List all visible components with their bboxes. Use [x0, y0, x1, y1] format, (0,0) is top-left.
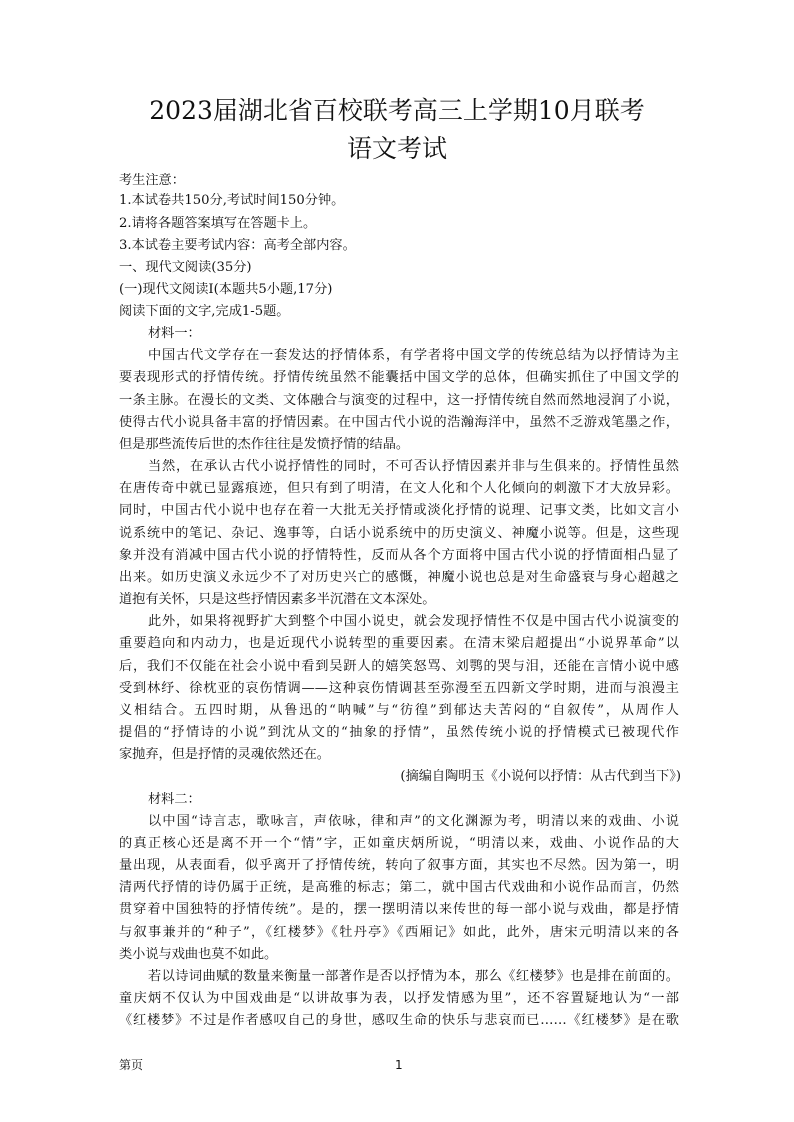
- paragraph-line: 童庆炳不仅认为中国戏曲是“以讲故事为表，以抒发情感为里”，还不容置疑地认为“一部: [119, 991, 679, 1006]
- paragraph-line: 受到林纾、徐枕亚的哀伤情调——这种哀伤情调甚至弥漫至五四新文学时期，进而与浪漫主: [119, 681, 679, 696]
- paragraph-line: 当然，在承认古代小说抒情性的同时，不可否认抒情因素并非与生俱来的。抒情性虽然: [148, 459, 679, 474]
- source-citation: (摘编自陶明玉《小说何以抒情：从古代到当下》): [400, 769, 681, 784]
- paragraph-line: 在唐传奇中就已显露痕迹，但只有到了明清，在文人化和个人化倾向的刺激下才大放异彩。: [119, 481, 679, 496]
- note-line: 3.本试卷主要考试内容：高考全部内容。: [119, 238, 356, 253]
- paragraph-line: 一条主脉。在漫长的文类、文体融合与演变的过程中，这一抒情传统自然而然地浸润了小说，: [119, 393, 679, 408]
- paragraph-line: 说系统中的笔记、杂记、逸事等，白话小说系统中的历史演义、神魔小说等。但是，这些现: [119, 526, 679, 541]
- paragraph-line: 量出现，从表面看，似乎离开了抒情传统，转向了叙事方面，其实也不尽然。因为第一，明: [119, 858, 679, 873]
- paragraph-line: 类小说与戏曲也莫不如此。: [119, 947, 278, 962]
- paragraph-line: 义相结合。五四时期，从鲁迅的“呐喊”与“彷徨”到郁达夫苦闷的“自叙传”，从周作人: [119, 703, 679, 718]
- paragraph-line: 与叙事兼并的“种子”，《红楼梦》《牡丹亭》《西厢记》如此，此外，唐宋元明清以来的各: [119, 925, 679, 940]
- instruction-text: 阅读下面的文字,完成1-5题。: [119, 304, 290, 319]
- paragraph-line: 清两代抒情的诗仍属于正统，是高雅的标志；第二，就中国古代戏曲和小说作品而言，仍然: [119, 880, 679, 895]
- paragraph-line: 重要趋向和内动力，也是近现代小说转型的重要因素。在清末梁启超提出“小说界革命”以: [119, 636, 679, 651]
- paragraph-line: 的真正核心还是离不开一个“情”字，正如童庆炳所说，“明清以来，戏曲、小说作品的大: [119, 836, 679, 851]
- paragraph-line: 出来。如历史演义永远少不了对历史兴亡的感慨，神魔小说也总是对生命盛衰与身心超越之: [119, 570, 679, 585]
- exam-title: 2023届湖北省百校联考高三上学期10月联考: [149, 96, 645, 125]
- subsection-heading: (一)现代文阅读Ⅰ(本题共5小题,17分): [119, 282, 333, 297]
- note-line: 1.本试卷共150分,考试时间150分钟。: [119, 193, 345, 208]
- material-label: 材料二：: [148, 792, 201, 807]
- material-label: 材料一：: [148, 326, 201, 341]
- paragraph-line: 若以诗词曲赋的数量来衡量一部著作是否以抒情为本，那么《红楼梦》也是排在前面的。: [148, 969, 679, 984]
- paragraph-line: 以中国“诗言志，歌咏言，声依咏，律和声”的文化渊源为考，明清以来的戏曲、小说: [148, 814, 679, 829]
- footer-page-label: 第页: [119, 1058, 144, 1072]
- exam-subtitle: 语文考试: [346, 134, 447, 163]
- paragraph-line: 同时，中国古代小说中也存在着一大批无关抒情或淡化抒情的说理、记事文类，比如文言小: [119, 503, 679, 518]
- paragraph-line: 家抛弃，但是抒情的灵魂依然还在。: [119, 747, 330, 762]
- paragraph-line: 提倡的“抒情诗的小说”到沈从文的“抽象的抒情”，虽然传统小说的抒情模式已被现代作: [119, 725, 679, 740]
- paragraph-line: 象并没有消减中国古代小说的抒情特性，反而从各个方面将中国古代小说的抒情面相凸显了: [119, 548, 679, 563]
- paragraph-line: 后，我们不仅能在社会小说中看到吴趼人的嬉笑怒骂、刘鹗的哭与泪，还能在言情小说中感: [119, 659, 679, 674]
- page-number: 1: [395, 1058, 403, 1072]
- paragraph-line: 贯穿着中国独特的抒情传统”。是的，摆一摆明清以来传世的每一部小说与戏曲，都是抒情: [119, 902, 679, 917]
- paragraph-line: 中国古代文学存在一套发达的抒情体系，有学者将中国文学的传统总结为以抒情诗为主: [148, 348, 679, 363]
- paragraph-line: 此外，如果将视野扩大到整个中国小说史，就会发现抒情性不仅是中国古代小说演变的: [148, 614, 679, 629]
- notes-heading: 考生注意：: [119, 173, 185, 188]
- note-line: 2.请将各题答案填写在答题卡上。: [119, 216, 317, 231]
- paragraph-line: 道抱有关怀，只是这些抒情因素多半沉潜在文本深处。: [119, 592, 436, 607]
- paragraph-line: 要表现形式的抒情传统。抒情传统虽然不能囊括中国文学的总体，但确实抓住了中国文学的: [119, 370, 679, 385]
- paragraph-line: 《红楼梦》不过是作者感叹自己的身世，感叹生命的快乐与悲哀而已……《红楼梦》是在歌: [119, 1013, 679, 1028]
- section-heading: 一、现代文阅读(35分): [119, 260, 252, 275]
- paragraph-line: 但是那些流传后世的杰作往往是发愤抒情的结晶。: [119, 437, 410, 452]
- paragraph-line: 使得古代小说具备丰富的抒情因素。在中国古代小说的浩瀚海洋中，虽然不乏游戏笔墨之作，: [119, 415, 679, 430]
